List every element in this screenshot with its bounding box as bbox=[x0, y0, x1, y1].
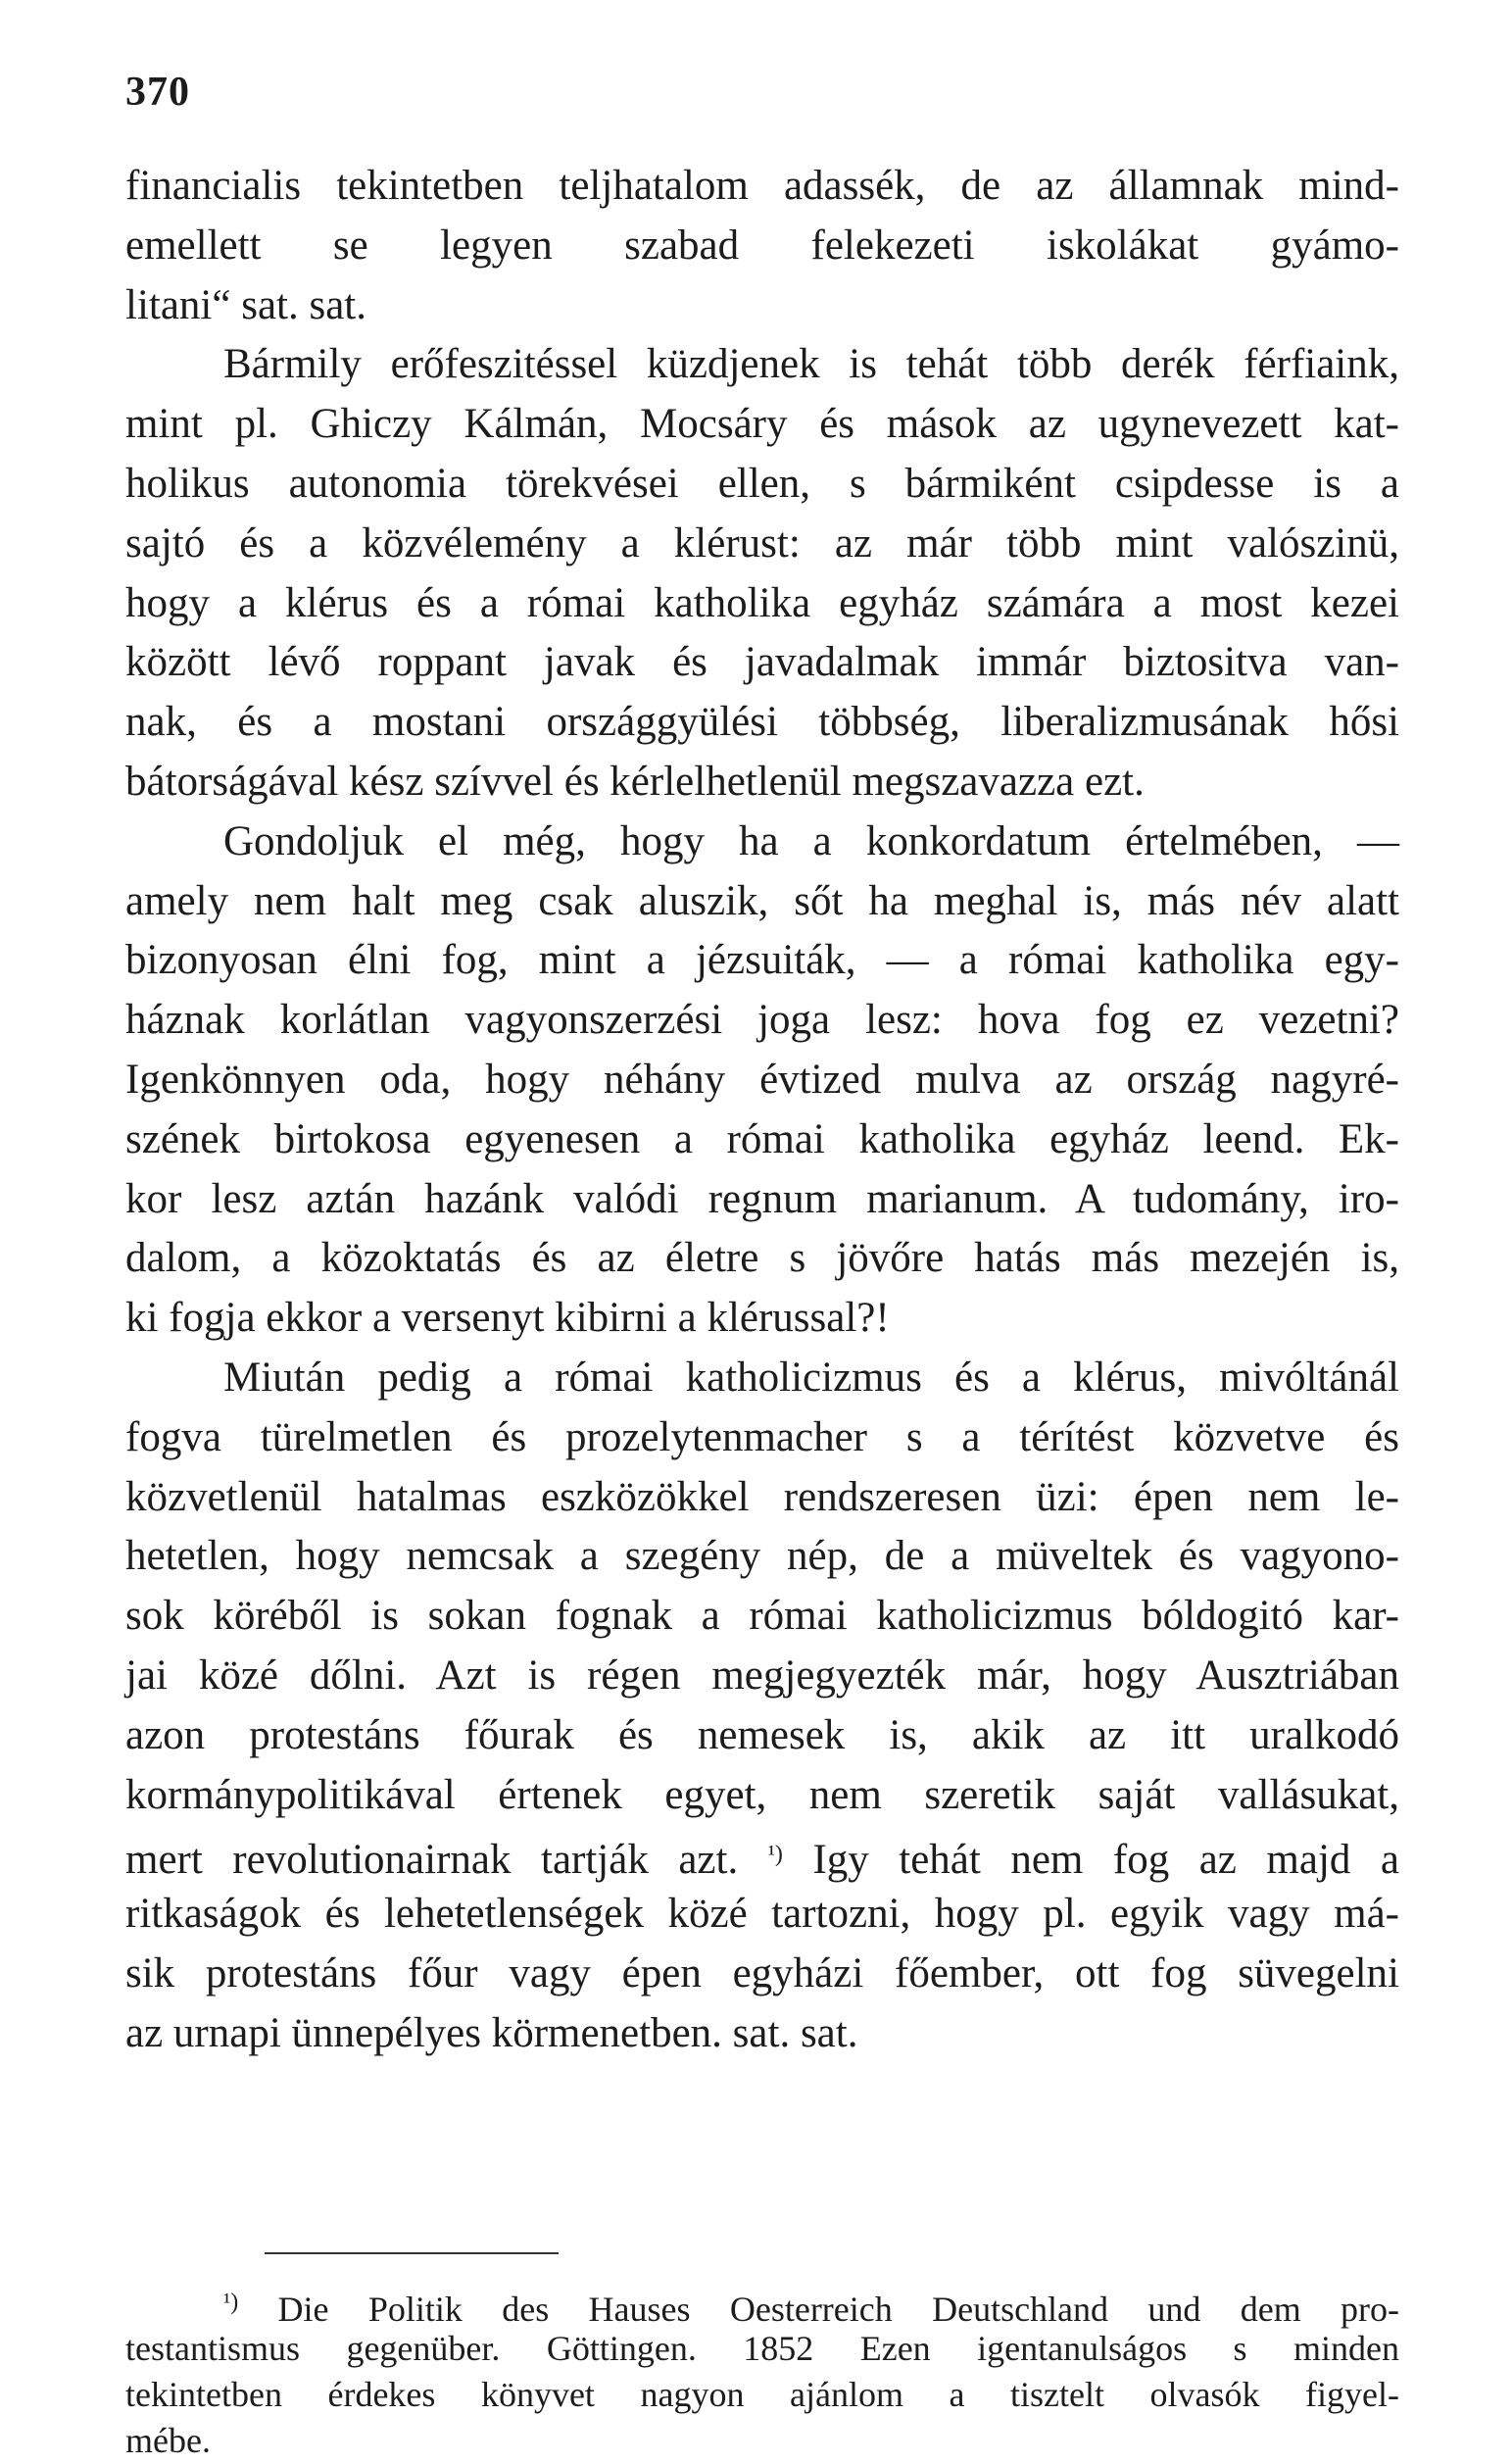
text-line: azon protestáns főurak és nemesek is, akik az itt uralkodó bbox=[125, 1711, 1399, 1758]
footnote-line: tekintetben érdekes könyvet nagyon ajánlom a tisztelt olvasók figyel- bbox=[125, 2375, 1399, 2414]
text-line-part: Igy tehát nem fog az majd a bbox=[812, 1837, 1399, 1884]
text-line: kor lesz aztán hazánk valódi regnum marianum. A tudomány, iro- bbox=[125, 1175, 1399, 1222]
text-line: emellett se legyen szabad felekezeti iskolákat gyámo- bbox=[125, 222, 1399, 269]
text-line: hogy a klérus és a római katholika egyház számára a most kezei bbox=[125, 579, 1399, 626]
text-line: bátorságával kész szívvel és kérlelhetlenül megszavazza ezt. bbox=[125, 758, 1145, 805]
text-line: financialis tekintetben teljhatalom adassék, de az államnak mind- bbox=[125, 163, 1399, 209]
footnote-line: testantismus gegenüber. Göttingen. 1852 Ezen igentanulságos s minden bbox=[125, 2329, 1399, 2368]
footnote-reference: ¹) bbox=[767, 1842, 783, 1868]
text-line: ki fogja ekkor a versenyt kibirni a klérussal?! bbox=[125, 1295, 890, 1342]
text-line: sajtó és a közvélemény a klérust: az már több mint valószinü, bbox=[125, 519, 1399, 567]
footnote-text: Die Politik des Hauses Oesterreich Deutschland und dem pro- bbox=[277, 2290, 1400, 2329]
text-line: ritkaságok és lehetetlenségek közé tartozni, hogy pl. egyik vagy má- bbox=[125, 1891, 1399, 1938]
footnote-line bbox=[125, 2280, 1400, 2329]
text-line: Bármily erőfeszitéssel küzdjenek is tehát több derék férfiaink, bbox=[223, 341, 1399, 388]
text-line: mint pl. Ghiczy Kálmán, Mocsáry és mások az ugynevezett kat- bbox=[125, 401, 1399, 448]
text-line: kormánypolitikával értenek egyet, nem szeretik saját vallásukat, bbox=[125, 1771, 1399, 1818]
text-line: közvetlenül hatalmas eszközökkel rendszeresen üzi: épen nem le- bbox=[125, 1473, 1399, 1520]
text-line-part: mert revolutionairnak tartják azt. bbox=[125, 1837, 739, 1884]
text-line: sok köréből is sokan fognak a római katholicizmus bóldogitó kar- bbox=[125, 1593, 1399, 1640]
text-line bbox=[125, 1825, 1399, 1885]
text-line: bizonyosan élni fog, mint a jézsuiták, — a római katholika egy- bbox=[125, 937, 1399, 984]
text-line: háznak korlátlan vagyonszerzési joga lesz: hova fog ez vezetni? bbox=[125, 997, 1399, 1044]
text-line: Gondoljuk el még, hogy ha a konkordatum értelmében, — bbox=[223, 817, 1399, 864]
text-line: az urnapi ünnepélyes körmenetben. sat. sat. bbox=[125, 2009, 858, 2056]
text-line: között lévő roppant javak és javadalmak immár biztositva van- bbox=[125, 639, 1399, 686]
text-line: sik protestáns főur vagy épen egyházi főember, ott fog süvegelni bbox=[125, 1949, 1399, 1996]
text-line: amely nem halt meg csak aluszik, sőt ha meghal is, más név alatt bbox=[125, 877, 1399, 924]
text-line: litani“ sat. sat. bbox=[125, 281, 366, 328]
text-line: fogva türelmetlen és prozelytenmacher s a térítést közvetve és bbox=[125, 1413, 1399, 1460]
text-line: holikus autonomia törekvései ellen, s bármiként csipdesse is a bbox=[125, 460, 1399, 507]
footnote-marker: ¹) bbox=[223, 2290, 239, 2315]
text-line: dalom, a közoktatás és az életre s jövőre hatás más mezején is, bbox=[125, 1235, 1399, 1282]
page-number: 370 bbox=[125, 70, 190, 115]
footnote-divider bbox=[265, 2252, 559, 2254]
text-line: jai közé dőlni. Azt is régen megjegyezték már, hogy Ausztriában bbox=[125, 1651, 1399, 1699]
text-line: szének birtokosa egyenesen a római katholika egyház leend. Ek- bbox=[125, 1115, 1399, 1162]
body-text bbox=[125, 157, 1399, 2064]
text-line: Igenkönnyen oda, hogy néhány évtized mulva az ország nagyré- bbox=[125, 1056, 1399, 1103]
text-line: hetetlen, hogy nemcsak a szegény nép, de a müveltek és vagyono- bbox=[125, 1533, 1399, 1580]
footnote bbox=[125, 2280, 1399, 2464]
footnote-line: mébe. bbox=[125, 2421, 211, 2460]
text-line: Miután pedig a római katholicizmus és a klérus, mivóltánál bbox=[223, 1354, 1399, 1401]
text-line: nak, és a mostani országgyülési többség, liberalizmusának hősi bbox=[125, 699, 1399, 746]
